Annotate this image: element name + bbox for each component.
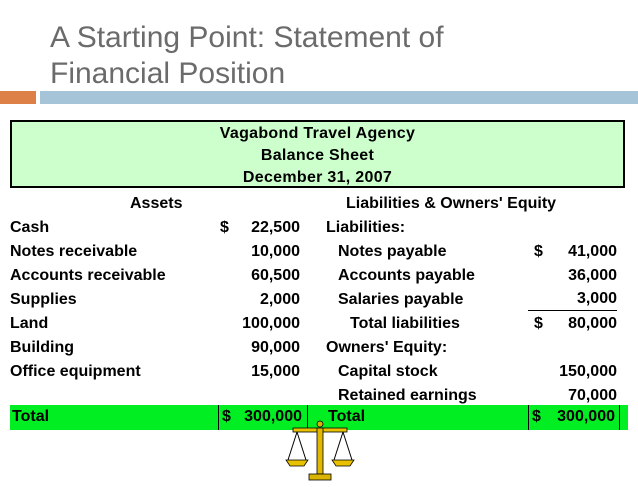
balance-scale-icon bbox=[285, 420, 355, 482]
accent-bar-blue bbox=[40, 91, 638, 104]
slide-title-line2: Financial Position bbox=[50, 57, 286, 90]
equity-heading: Owners' Equity: bbox=[326, 339, 448, 356]
asset-label: Accounts receivable bbox=[10, 267, 166, 284]
liabilities-heading: Liabilities: bbox=[326, 219, 406, 236]
table-row bbox=[10, 216, 628, 240]
company-name: Vagabond Travel Agency bbox=[219, 125, 416, 142]
table-row bbox=[10, 312, 628, 336]
equity-amount: 150,000 bbox=[559, 363, 617, 380]
asset-label: Office equipment bbox=[10, 363, 141, 380]
asset-amount: 22,500 bbox=[251, 219, 300, 236]
slide-title bbox=[50, 20, 444, 92]
liab-total-dollar-sign: $ bbox=[532, 408, 541, 425]
asset-label: Cash bbox=[10, 219, 50, 236]
liability-dollar-sign: $ bbox=[534, 243, 543, 260]
equity-amount: 70,000 bbox=[568, 387, 617, 404]
liability-label: Salaries payable bbox=[338, 291, 464, 308]
asset-amount: 2,000 bbox=[259, 291, 300, 308]
total-liabilities-label: Total liabilities bbox=[350, 315, 460, 332]
liab-total-amount: 300,000 bbox=[557, 408, 615, 425]
report-date: December 31, 2007 bbox=[242, 169, 393, 186]
asset-amount: 15,000 bbox=[251, 363, 300, 380]
total-liabilities-amount: 80,000 bbox=[568, 315, 617, 332]
liab-total-label: Total bbox=[328, 408, 366, 425]
asset-amount: 10,000 bbox=[251, 243, 300, 260]
asset-dollar-sign: $ bbox=[220, 219, 229, 236]
table-row bbox=[10, 336, 628, 360]
total-liabilities-dollar-sign: $ bbox=[534, 315, 543, 332]
balance-sheet-header bbox=[10, 120, 625, 188]
assets-total-amount: 300,000 bbox=[244, 408, 302, 425]
asset-label: Building bbox=[10, 339, 74, 356]
table-row bbox=[10, 264, 628, 288]
liability-amount: 41,000 bbox=[568, 243, 617, 260]
table-row bbox=[10, 360, 628, 384]
report-name: Balance Sheet bbox=[260, 147, 375, 164]
table-row bbox=[10, 240, 628, 264]
liability-amount: 36,000 bbox=[568, 267, 617, 284]
asset-amount: 60,500 bbox=[251, 267, 300, 284]
liability-label: Accounts payable bbox=[338, 267, 475, 284]
asset-label: Supplies bbox=[10, 291, 77, 308]
slide-title-line1: A Starting Point: Statement of bbox=[50, 21, 444, 54]
asset-label: Land bbox=[10, 315, 49, 332]
table-row bbox=[10, 288, 628, 312]
asset-amount: 90,000 bbox=[251, 339, 300, 356]
column-header-row bbox=[10, 192, 628, 216]
assets-total-label: Total bbox=[12, 408, 50, 425]
liability-amount: 3,000 bbox=[528, 288, 617, 311]
equity-label: Capital stock bbox=[338, 363, 438, 380]
accent-bar-orange bbox=[0, 91, 36, 104]
asset-amount: 100,000 bbox=[242, 315, 300, 332]
assets-column-header: Assets bbox=[130, 195, 183, 212]
liabilities-equity-column-header: Liabilities & Owners' Equity bbox=[346, 195, 557, 212]
equity-label: Retained earnings bbox=[338, 387, 477, 404]
asset-label: Notes receivable bbox=[10, 243, 138, 260]
assets-total-dollar-sign: $ bbox=[222, 408, 231, 425]
liability-label: Notes payable bbox=[338, 243, 447, 260]
